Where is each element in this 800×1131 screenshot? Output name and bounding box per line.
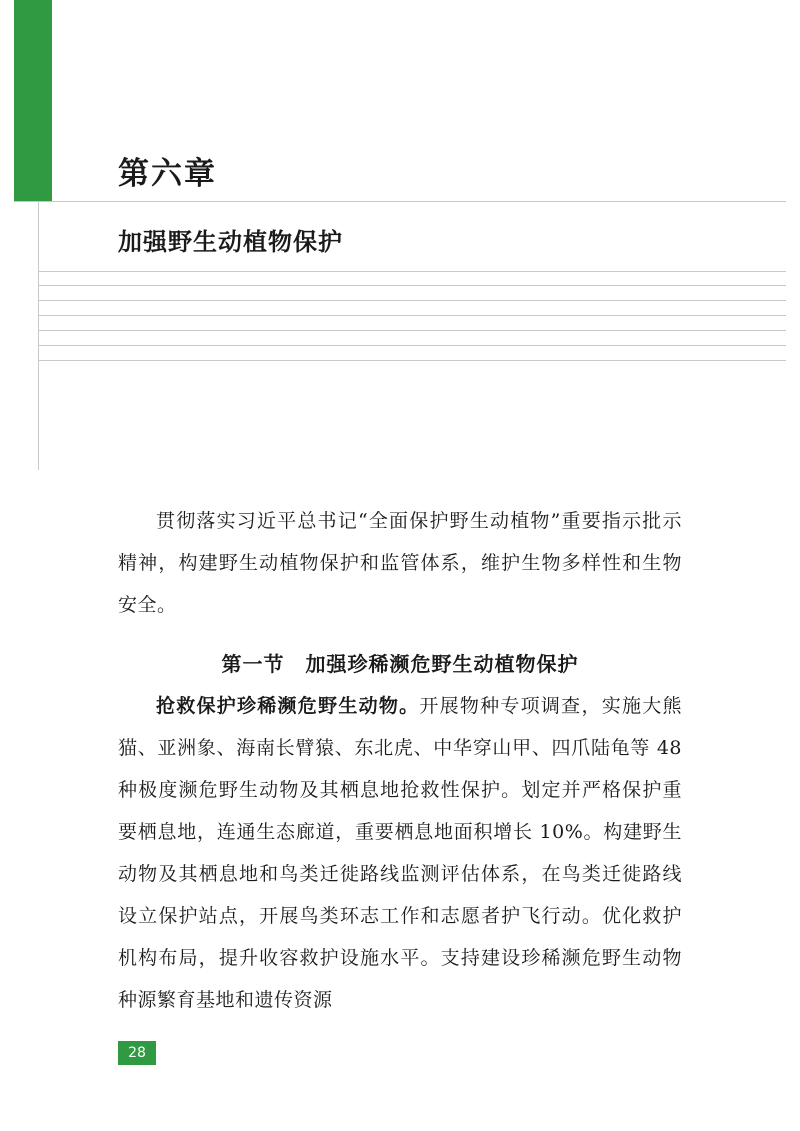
header-ruled-line: [38, 300, 786, 301]
chapter-header: [0, 0, 800, 470]
header-ruled-line: [38, 360, 786, 361]
paragraph-text: 开展物种专项调查，实施大熊猫、亚洲象、海南长臂猿、东北虎、中华穿山甲、四爪陆龟等 48 种极度濒危野生动物及其栖息地抢救性保护。划定并严格保护重要栖息地，连通生态廊道，重要栖息地面积增长 10%。构建野生动物及其栖息地和鸟类迁徙路线监测评估体系，在鸟类迁徙路线设立保护站点，开展鸟类环志工作和志愿者护飞行动。优化救护机构布局，提升收容救护设施水平。支持建设珍稀濒危野生动物种源繁育基地和遗传资源: [118, 695, 682, 1011]
intro-paragraph: 贯彻落实习近平总书记“全面保护野生动植物”重要指示批示精神，构建野生动植物保护和监管体系，维护生物多样性和生物安全。: [118, 510, 682, 616]
header-ruled-line: [38, 345, 786, 346]
header-ruled-line: [38, 315, 786, 316]
title-divider: [38, 271, 786, 272]
paragraph-lead-in: 抢救保护珍稀濒危野生动物。: [156, 695, 420, 717]
header-divider-top: [14, 201, 786, 202]
header-ruled-line: [38, 285, 786, 286]
page-body: [118, 500, 682, 1021]
chapter-title: 加强野生动植物保护: [118, 228, 343, 256]
chapter-number: 第六章: [118, 156, 217, 192]
section-body-paragraph: [118, 685, 682, 1021]
header-left-rule: [38, 202, 39, 470]
section-heading: 第一节 加强珍稀濒危野生动植物保护: [221, 652, 579, 676]
page-number-badge: 28: [118, 1041, 156, 1065]
header-ruled-line: [38, 330, 786, 331]
